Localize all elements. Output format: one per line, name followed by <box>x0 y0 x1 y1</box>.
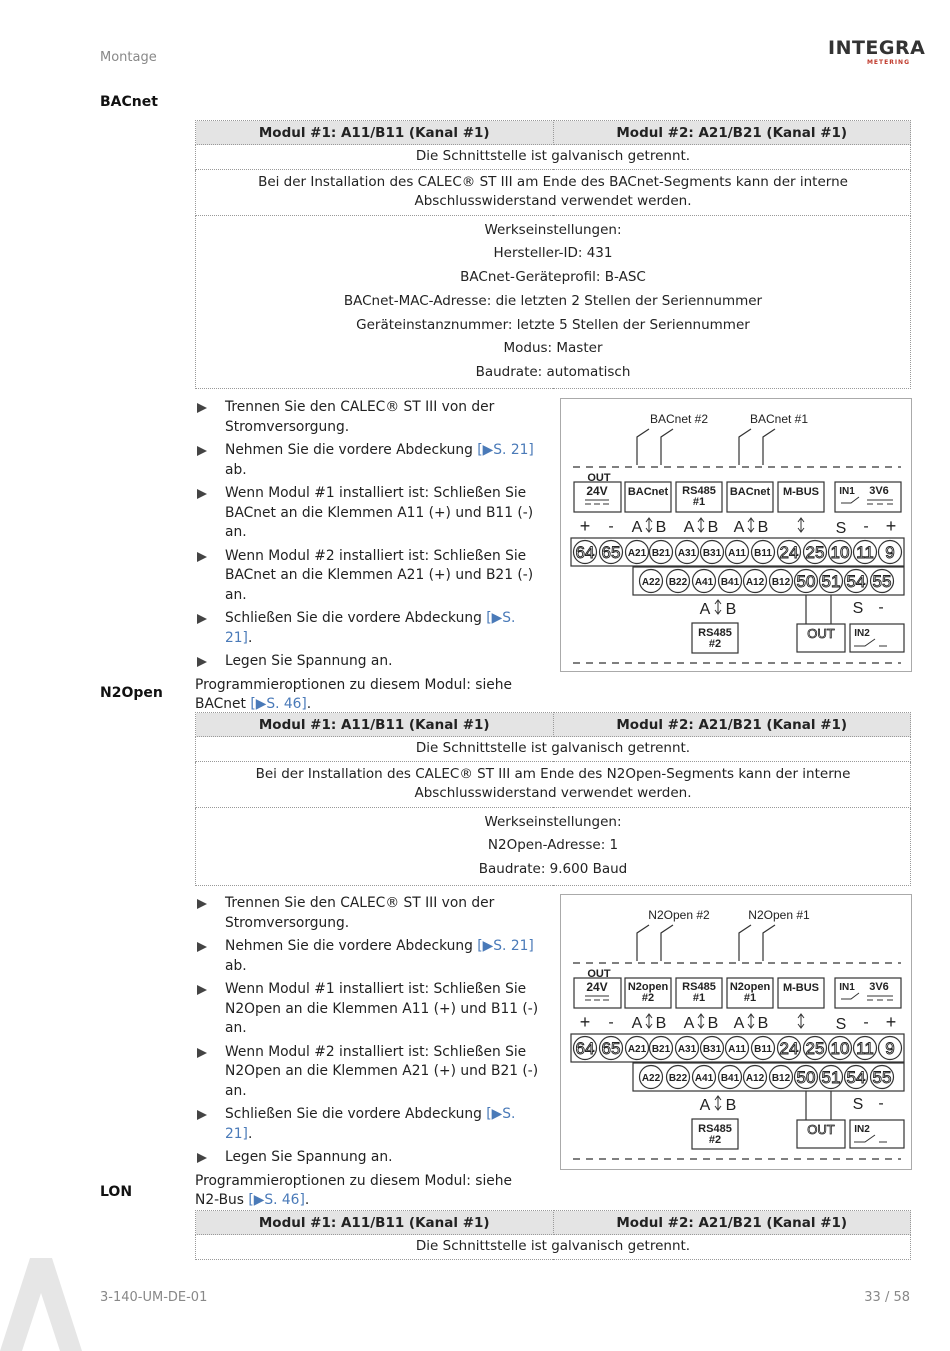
bidirectional-arrow-icon <box>748 1014 754 1028</box>
terminal-label: A31 <box>677 1044 697 1055</box>
terminal-a-label: A <box>733 519 745 536</box>
bus-wire <box>637 429 673 465</box>
step-text: Wenn Modul #2 installiert ist: Schließen Sie N2Open an die Klemmen A21 (+) und B21 (-) an. <box>225 1043 539 1099</box>
shield-label: S <box>852 1096 864 1113</box>
terminal-a-label: A <box>631 1015 643 1032</box>
module-label: RS485 #1 <box>682 485 716 508</box>
wiring-diagram-svg <box>561 399 911 671</box>
table-row: Bei der Installation des CALEC® ST III am Ende des N2Open-Segments kann der interne Abschlusswiderstand verwendet werden. <box>196 761 911 807</box>
minus-sign: - <box>878 1095 884 1112</box>
step-text: Trennen Sie den CALEC® ST III von der Stromversorgung. <box>225 895 495 931</box>
v36-label: 3V6 <box>869 485 889 497</box>
bus-wire <box>637 925 673 961</box>
list-item <box>195 1148 540 1168</box>
n2open-spec-table <box>195 712 911 886</box>
step-text: Legen Sie Spannung an. <box>225 1149 393 1165</box>
out-wire <box>806 1091 831 1120</box>
settings-line: Baudrate: 9.600 Baud <box>478 861 628 878</box>
terminal-b-label: B <box>655 1015 667 1032</box>
logo-subtitle: METERING <box>866 59 910 66</box>
note-text-after: . <box>304 1192 310 1208</box>
bacnet-steps <box>195 398 540 715</box>
terminal-label: B21 <box>651 1044 671 1055</box>
arrow-bullet-icon <box>197 1110 207 1120</box>
arrow-bullet-icon <box>197 657 207 667</box>
out-box-label: OUT <box>807 626 835 641</box>
plus-sign: + <box>579 516 591 536</box>
terminal-label: B11 <box>754 1044 772 1055</box>
terminal-label: 11 <box>856 1039 874 1058</box>
arrow-bullet-icon <box>197 446 207 456</box>
bus-wire <box>739 925 775 961</box>
bus-label: N2Open #1 <box>748 908 810 922</box>
mbus-arrow-icon <box>798 518 804 532</box>
in1-label: IN1 <box>839 982 855 993</box>
terminal-b-label: B <box>757 519 769 536</box>
decorative-chevron-graphic <box>0 1258 90 1351</box>
terminal-label: 24 <box>779 543 799 562</box>
n2open-wiring-diagram <box>560 894 912 1170</box>
table-row: Die Schnittstelle ist galvanisch getrennt. <box>196 737 911 762</box>
in2-label: IN2 <box>854 628 870 639</box>
settings-line: N2Open-Adresse: 1 <box>487 837 619 854</box>
terminal-label: 51 <box>821 1068 841 1087</box>
lon-spec-table <box>195 1210 911 1260</box>
terminal-label: 54 <box>846 572 866 591</box>
settings-line: Hersteller-ID: 431 <box>493 245 613 262</box>
terminal-label: 65 <box>601 543 621 562</box>
table-row-settings <box>196 215 911 389</box>
terminal-label: A12 <box>745 577 765 588</box>
bidirectional-arrow-icon <box>646 1014 652 1028</box>
note-text: Programmieroptionen zu diesem Modul: siehe BACnet <box>195 676 512 712</box>
step-text: Wenn Modul #2 installiert ist: Schließen Sie BACnet an die Klemmen A21 (+) und B21 (-) an. <box>225 547 534 603</box>
bacnet-wiring-diagram <box>560 398 912 672</box>
rs485-2-label: RS485 #2 <box>698 627 732 650</box>
document-id: 3-140-UM-DE-01 <box>100 1290 208 1305</box>
section-title-lon: LON <box>100 1184 133 1200</box>
terminal-label: B31 <box>702 548 722 559</box>
voltage-label: 24V <box>586 484 608 498</box>
out-label: OUT <box>587 472 611 484</box>
list-item <box>195 937 540 976</box>
terminal-label: 64 <box>575 1039 595 1058</box>
table-row-settings <box>196 807 911 885</box>
bus-label: N2Open #2 <box>648 908 710 922</box>
bidirectional-arrow-icon <box>748 518 754 532</box>
list-item <box>195 484 540 543</box>
switch-symbol-icon <box>841 993 893 1000</box>
terminal-label: A21 <box>627 548 647 559</box>
plus-sign: + <box>885 516 897 536</box>
terminal-label: 25 <box>805 1039 825 1058</box>
terminal-label: 10 <box>830 543 850 562</box>
settings-line: Werkseinstellungen: <box>484 221 622 238</box>
settings-line: Werkseinstellungen: <box>484 813 622 830</box>
out-wire <box>806 595 831 624</box>
arrow-bullet-icon <box>197 552 207 562</box>
terminal-label: A12 <box>745 1073 765 1084</box>
arrow-bullet-icon <box>197 489 207 499</box>
terminal-label: 10 <box>830 1039 850 1058</box>
n2open-steps <box>195 894 540 1211</box>
terminal-label: A22 <box>641 577 661 588</box>
arrow-bullet-icon <box>197 1048 207 1058</box>
shield-label: S <box>852 600 864 617</box>
terminal-label: 50 <box>796 1068 816 1087</box>
section-title-bacnet: BACnet <box>100 94 158 110</box>
terminal-label: 25 <box>805 543 825 562</box>
programming-note <box>195 1172 540 1211</box>
list-item <box>195 652 540 672</box>
table-header-module2: Modul #2: A21/B21 (Kanal #1) <box>553 713 911 737</box>
table-header-module1: Modul #1: A11/B11 (Kanal #1) <box>196 121 554 145</box>
terminal-label: B22 <box>668 577 688 588</box>
terminal-label: B12 <box>771 577 791 588</box>
arrow-bullet-icon <box>197 403 207 413</box>
page-link[interactable]: [▶S. 21] <box>477 442 534 458</box>
table-row: Die Schnittstelle ist galvanisch getrennt. <box>196 1235 911 1260</box>
table-header-module2: Modul #2: A21/B21 (Kanal #1) <box>553 121 911 145</box>
rs485-2-label: RS485 #2 <box>698 1123 732 1146</box>
minus-sign: - <box>863 1014 869 1031</box>
terminal-label: 55 <box>872 572 892 591</box>
list-item <box>195 547 540 606</box>
terminal-a-label: A <box>699 1097 711 1114</box>
out-box-label: OUT <box>807 1122 835 1137</box>
list-item <box>195 1043 540 1102</box>
dc-symbol-icon <box>585 996 609 1000</box>
step-text-after: ab. <box>225 461 247 478</box>
module-label: BACnet <box>627 486 669 498</box>
terminal-label: B31 <box>702 1044 722 1055</box>
shield-label: S <box>835 520 847 537</box>
bus-label: BACnet #2 <box>649 412 709 426</box>
list-item <box>195 1105 540 1144</box>
arrow-bullet-icon <box>197 899 207 909</box>
table-header-module1: Modul #1: A11/B11 (Kanal #1) <box>196 1211 554 1235</box>
terminal-label: B12 <box>771 1073 791 1084</box>
table-header-module2: Modul #2: A21/B21 (Kanal #1) <box>553 1211 911 1235</box>
terminal-label: A22 <box>641 1073 661 1084</box>
v36-label: 3V6 <box>869 981 889 993</box>
module-label: RS485 #1 <box>682 981 716 1004</box>
terminal-label: 54 <box>846 1068 866 1087</box>
step-text-after: . <box>247 1125 253 1142</box>
step-text: Legen Sie Spannung an. <box>225 653 393 669</box>
step-text: Schließen Sie die vordere Abdeckung <box>225 1106 487 1122</box>
integra-logo <box>828 37 926 66</box>
wiring-diagram-svg <box>561 895 911 1169</box>
plus-sign: + <box>885 1012 897 1032</box>
page-link[interactable]: [▶S. 21] <box>225 1106 516 1142</box>
table-row: Bei der Installation des CALEC® ST III am Ende des BACnet-Segments kann der interne Abschlusswiderstand verwendet werden. <box>196 169 911 215</box>
running-header: Montage <box>100 50 157 65</box>
page-link[interactable]: [▶S. 21] <box>477 938 534 954</box>
settings-line: Geräteinstanznummer: letzte 5 Stellen der Seriennummer <box>356 316 750 333</box>
terminal-label: A41 <box>694 1073 714 1084</box>
settings-line: BACnet-MAC-Adresse: die letzten 2 Stellen der Seriennummer <box>343 292 763 309</box>
switch-symbol-icon <box>854 1135 887 1142</box>
terminal-label: 11 <box>856 543 874 562</box>
terminal-label: B41 <box>720 577 740 588</box>
terminal-label: 55 <box>872 1068 892 1087</box>
bidirectional-arrow-icon <box>698 1014 704 1028</box>
step-text: Trennen Sie den CALEC® ST III von der Stromversorgung. <box>225 399 495 435</box>
minus-sign: - <box>878 599 884 616</box>
terminal-label: A11 <box>728 548 746 559</box>
page-link[interactable]: [▶S. 46] <box>250 696 307 712</box>
terminal-a-label: A <box>683 519 695 536</box>
bus-label: BACnet #1 <box>749 412 809 426</box>
step-text: Wenn Modul #1 installiert ist: Schließen Sie N2Open an die Klemmen A11 (+) und B11 (-) an. <box>225 981 539 1036</box>
settings-line: Baudrate: automatisch <box>475 364 631 381</box>
in2-label: IN2 <box>854 1124 870 1135</box>
dc-symbol-icon <box>585 500 609 504</box>
terminal-label: 50 <box>796 572 816 591</box>
logo-wordmark: INTEGRA <box>828 37 926 59</box>
voltage-label: 24V <box>586 980 608 994</box>
out-label: OUT <box>587 968 611 980</box>
bidirectional-arrow-icon <box>715 600 721 614</box>
module-label: N2open #1 <box>729 981 771 1004</box>
terminal-b-label: B <box>757 1015 769 1032</box>
terminal-label: B11 <box>754 548 772 559</box>
note-text: Programmieroptionen zu diesem Modul: siehe N2-Bus <box>195 1172 512 1208</box>
list-item <box>195 894 540 933</box>
bidirectional-arrow-icon <box>715 1096 721 1110</box>
terminal-label: 24 <box>779 1039 799 1058</box>
minus-sign: - <box>608 1014 614 1031</box>
in1-label: IN1 <box>839 486 855 497</box>
page-link[interactable]: [▶S. 21] <box>225 610 516 646</box>
bus-wire <box>739 429 775 465</box>
module-label: N2open #2 <box>627 981 669 1004</box>
minus-sign: - <box>863 518 869 535</box>
terminal-label: 51 <box>821 572 841 591</box>
terminal-label: A21 <box>627 1044 647 1055</box>
terminal-a-label: A <box>631 519 643 536</box>
terminal-a-label: A <box>699 601 711 618</box>
terminal-label: B41 <box>720 1073 740 1084</box>
module-label: BACnet <box>729 486 771 498</box>
plus-sign: + <box>579 1012 591 1032</box>
switch-symbol-icon <box>841 497 893 504</box>
page-number: 33 / 58 <box>864 1290 910 1305</box>
module-label: M-BUS <box>782 486 820 498</box>
list-item <box>195 980 540 1039</box>
terminal-a-label: A <box>733 1015 745 1032</box>
mbus-arrow-icon <box>798 1014 804 1028</box>
terminal-label: 65 <box>601 1039 621 1058</box>
module-label: M-BUS <box>782 982 820 994</box>
terminal-label: B21 <box>651 548 671 559</box>
note-text-after: . <box>306 696 312 712</box>
terminal-label: A41 <box>694 577 714 588</box>
list-item <box>195 609 540 648</box>
arrow-bullet-icon <box>197 942 207 952</box>
terminal-b-label: B <box>725 601 737 618</box>
section-title-n2open: N2Open <box>100 685 163 701</box>
step-text: Schließen Sie die vordere Abdeckung <box>225 610 487 626</box>
table-header-module1: Modul #1: A11/B11 (Kanal #1) <box>196 713 554 737</box>
terminal-label: B22 <box>668 1073 688 1084</box>
step-text: Nehmen Sie die vordere Abdeckung <box>225 938 478 954</box>
page-link[interactable]: [▶S. 46] <box>248 1192 305 1208</box>
switch-symbol-icon <box>854 639 887 646</box>
minus-sign: - <box>608 518 614 535</box>
terminal-label: 9 <box>885 1039 895 1058</box>
programming-note <box>195 676 540 715</box>
step-text: Wenn Modul #1 installiert ist: Schließen Sie BACnet an die Klemmen A11 (+) und B11 (-) an. <box>225 485 534 540</box>
bidirectional-arrow-icon <box>698 518 704 532</box>
terminal-label: A31 <box>677 548 697 559</box>
shield-label: S <box>835 1016 847 1033</box>
terminal-b-label: B <box>725 1097 737 1114</box>
terminal-b-label: B <box>707 1015 719 1032</box>
terminal-b-label: B <box>707 519 719 536</box>
list-item <box>195 398 540 437</box>
step-text-after: . <box>247 629 253 646</box>
settings-line: BACnet-Geräteprofil: B-ASC <box>460 269 646 286</box>
bidirectional-arrow-icon <box>646 518 652 532</box>
settings-line: Modus: Master <box>503 340 603 357</box>
terminal-label: 64 <box>575 543 595 562</box>
bacnet-spec-table <box>195 120 911 389</box>
arrow-bullet-icon <box>197 985 207 995</box>
terminal-label: A11 <box>728 1044 746 1055</box>
step-text: Nehmen Sie die vordere Abdeckung <box>225 442 478 458</box>
list-item <box>195 441 540 480</box>
terminal-b-label: B <box>655 519 667 536</box>
terminal-a-label: A <box>683 1015 695 1032</box>
table-row: Die Schnittstelle ist galvanisch getrennt. <box>196 145 911 170</box>
terminal-label: 9 <box>885 543 895 562</box>
arrow-bullet-icon <box>197 1153 207 1163</box>
arrow-bullet-icon <box>197 614 207 624</box>
step-text-after: ab. <box>225 957 247 974</box>
